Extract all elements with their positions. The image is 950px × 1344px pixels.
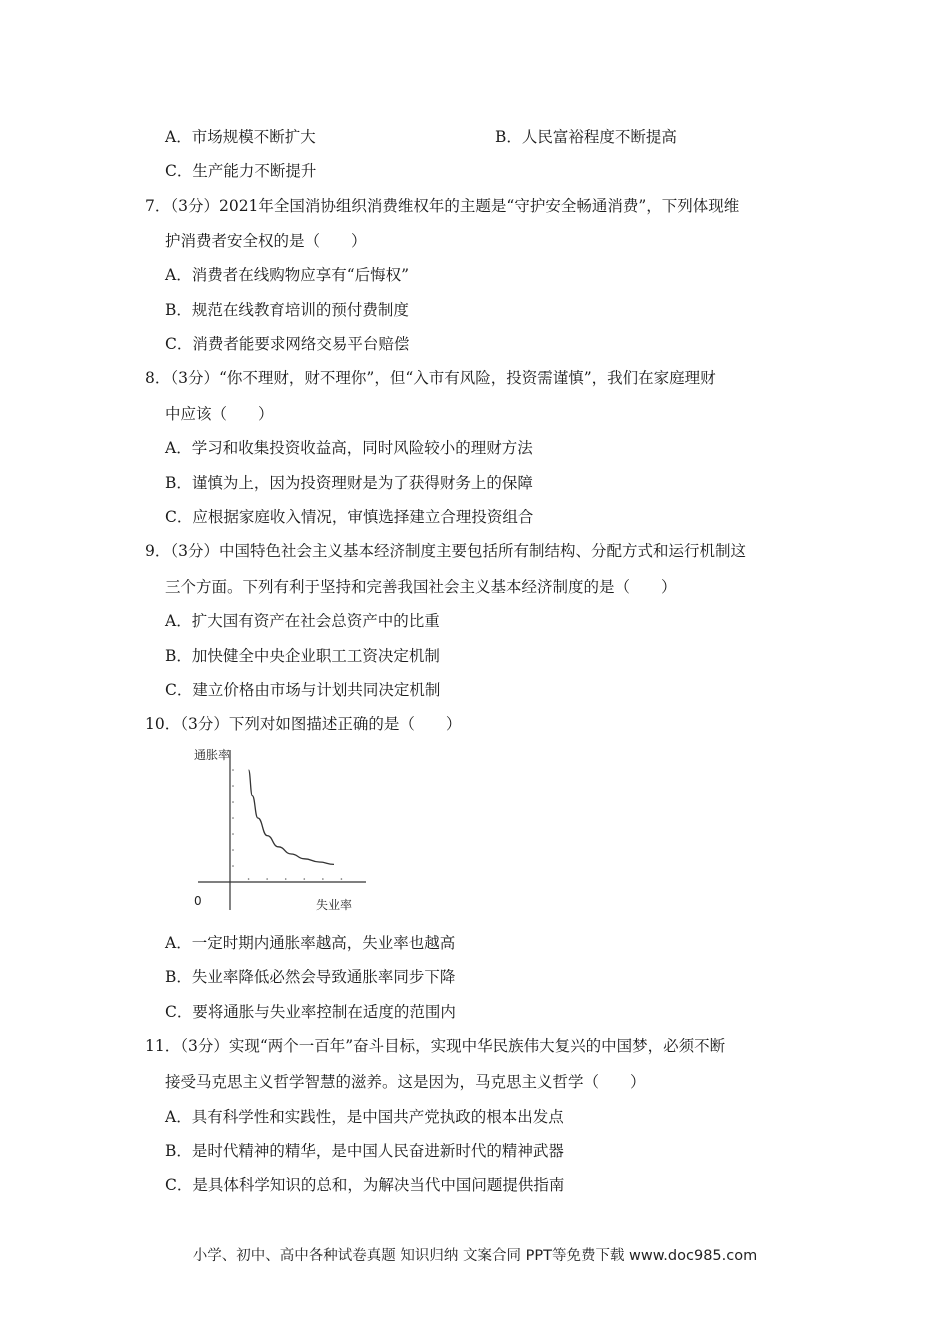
q10-option-b: B．失业率降低必然会导致通胀率同步下降 bbox=[165, 968, 456, 986]
y-tick-mark bbox=[232, 769, 234, 771]
q10-stem: 10．（3分）下列对如图描述正确的是（ ） bbox=[145, 715, 462, 733]
y-tick-mark bbox=[232, 833, 234, 835]
x-tick-mark bbox=[303, 878, 305, 880]
origin-label: 0 bbox=[194, 894, 202, 908]
y-axis-label: 通胀率 bbox=[194, 748, 231, 762]
x-tick-mark bbox=[266, 878, 268, 880]
footer-text: 小学、初中、高中各种试卷真题 知识归纳 文案合同 PPT等免费下载 www.doc985.com bbox=[192, 1248, 758, 1264]
x-tick-mark bbox=[248, 878, 250, 880]
x-tick-mark bbox=[285, 878, 287, 880]
q8-option-b: B．谨慎为上，因为投资理财是为了获得财务上的保障 bbox=[165, 474, 533, 492]
q9-option-a: A．扩大国有资产在社会总资产中的比重 bbox=[165, 612, 440, 630]
q7-option-c: C．消费者能要求网络交易平台赔偿 bbox=[165, 335, 410, 353]
q7-stem-line1: 7．（3分）2021年全国消协组织消费维权年的主题是“守护安全畅通消费”，下列体现维 bbox=[145, 197, 740, 215]
q8-stem-line1: 8．（3分）“你不理财，财不理你”，但“入市有风险，投资需谨慎”，我们在家庭理财 bbox=[145, 369, 716, 387]
q9-option-b: B．加快健全中央企业职工工资决定机制 bbox=[165, 647, 440, 665]
q11-option-a: A．具有科学性和实践性，是中国共产党执政的根本出发点 bbox=[165, 1108, 564, 1126]
x-tick-mark bbox=[341, 878, 343, 880]
q9-stem-line1: 9．（3分）中国特色社会主义基本经济制度主要包括所有制结构、分配方式和运行机制这 bbox=[145, 542, 746, 560]
phillips-curve bbox=[249, 770, 334, 864]
q8-option-a: A．学习和收集投资收益高，同时风险较小的理财方法 bbox=[165, 439, 533, 457]
q6-option-a: A．市场规模不断扩大 bbox=[165, 128, 316, 146]
y-tick-marks bbox=[232, 769, 234, 867]
q11-option-b: B．是时代精神的精华，是中国人民奋进新时代的精神武器 bbox=[165, 1142, 564, 1160]
q10-option-c: C．要将通胀与失业率控制在适度的范围内 bbox=[165, 1003, 456, 1021]
q7-stem-line2: 护消费者安全权的是（ ） bbox=[165, 232, 367, 250]
x-tick-marks bbox=[248, 878, 342, 880]
q10-option-a: A．一定时期内通胀率越高，失业率也越高 bbox=[165, 934, 456, 952]
y-tick-mark bbox=[232, 817, 234, 819]
q6-option-b: B．人民富裕程度不断提高 bbox=[495, 128, 677, 146]
q8-stem-line2: 中应该（ ） bbox=[165, 405, 274, 423]
x-tick-mark bbox=[322, 878, 324, 880]
q8-option-c: C．应根据家庭收入情况，审慎选择建立合理投资组合 bbox=[165, 508, 534, 526]
q11-stem-line2: 接受马克思主义哲学智慧的滋养。这是因为，马克思主义哲学（ ） bbox=[165, 1073, 646, 1091]
q9-stem-line2: 三个方面。下列有利于坚持和完善我国社会主义基本经济制度的是（ ） bbox=[165, 578, 677, 596]
q11-stem-line1: 11．（3分）实现“两个一百年”奋斗目标，实现中华民族伟大复兴的中国梦，必须不断 bbox=[145, 1037, 726, 1055]
q11-option-c: C．是具体科学知识的总和，为解决当代中国问题提供指南 bbox=[165, 1176, 565, 1194]
phillips-curve-chart bbox=[190, 742, 375, 914]
y-tick-mark bbox=[232, 785, 234, 787]
q7-option-b: B．规范在线教育培训的预付费制度 bbox=[165, 301, 409, 319]
q7-option-a: A．消费者在线购物应享有“后悔权” bbox=[165, 266, 410, 284]
x-axis-label: 失业率 bbox=[316, 898, 353, 912]
q9-option-c: C．建立价格由市场与计划共同决定机制 bbox=[165, 681, 441, 699]
y-tick-mark bbox=[232, 849, 234, 851]
y-tick-mark bbox=[232, 865, 234, 867]
q6-option-c: C．生产能力不断提升 bbox=[165, 162, 317, 180]
y-tick-mark bbox=[232, 801, 234, 803]
